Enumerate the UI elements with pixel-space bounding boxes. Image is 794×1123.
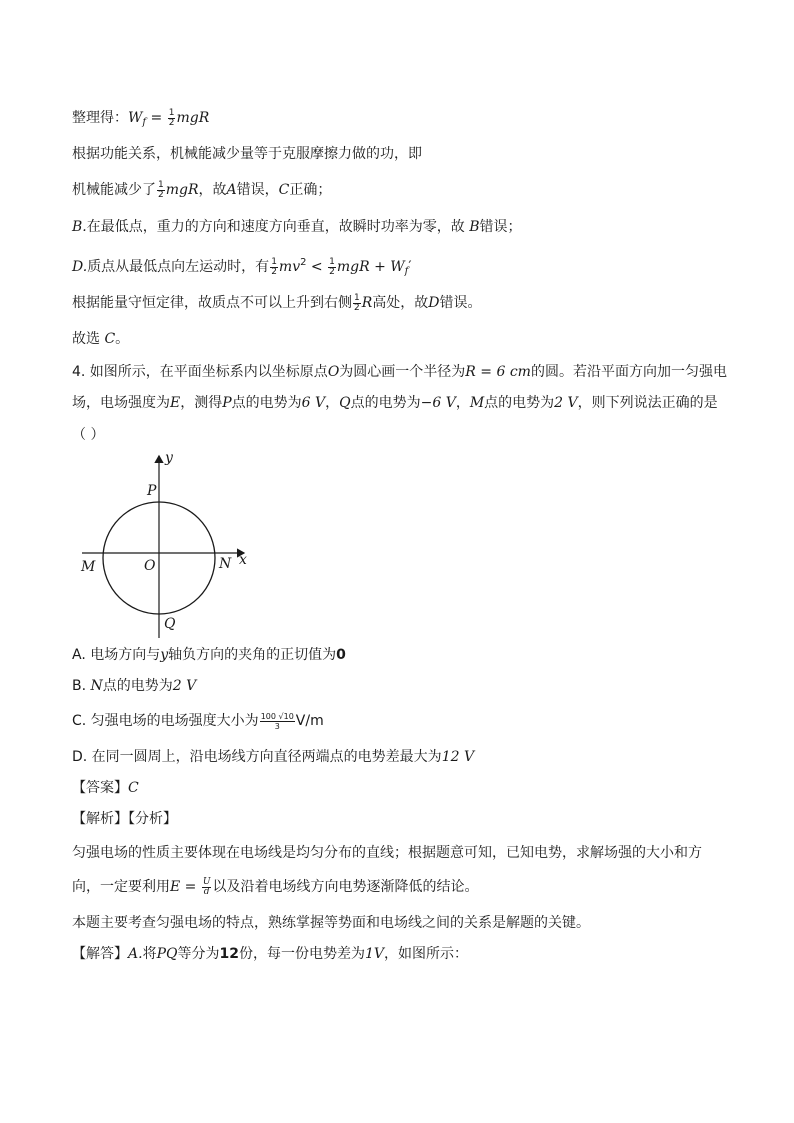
label-o: O [144,558,156,574]
text-line: B.在最低点，重力的方向和速度方向垂直，故瞬时功率为零，故 B错误； [72,219,522,235]
text-line: 整理得：$W_f$ = $\frac{1}{2}$ mgR [72,107,210,128]
option-a: A. 电场方向与y轴负方向的夹角的正切值为0 [72,647,346,663]
question-4-line-1: 4. 如图所示，在平面坐标系内以坐标原点O为圆心画一个半径为R = 6 cm的圆。若沿平面方向加一匀强电 [72,364,727,380]
analysis-heading: 【解析】【分析】 [72,811,177,827]
coordinate-circle-figure [72,450,262,640]
label-y: y [165,450,173,466]
fraction: $\frac{1}{2}$ [158,179,164,200]
text-line: 故选 C。 [72,331,130,347]
label-m: M [81,559,96,575]
answer-line: 【答案】C [72,780,139,796]
label-p: P [147,483,157,499]
analysis-p1: 匀强电场的性质主要体现在电场线是均匀分布的直线；根据题意可知，已知电势，求解场强的大小和方 [72,845,702,861]
text-line: D.质点从最低点向左运动时，有 $\frac{1}{2}$ $mv^2$ < $\frac{1}{2}$ mgR + $W_f'$ [72,256,412,277]
question-4-line-2: 场，电场强度为E，测得P点的电势为6 V，Q点的电势为−6 V，M点的电势为2 V，则下列说法正确的是 [72,395,718,411]
label-q: Q [164,616,176,632]
option-d: D. 在同一圆周上，沿电场线方向直径两端点的电势差最大为12 V [72,749,475,765]
label-x: x [239,552,247,568]
analysis-p3: 本题主要考查匀强电场的特点，熟练掌握等势面和电场线之间的关系是解题的关键。 [72,915,590,931]
option-b: B. N点的电势为2 V [72,678,197,694]
text-line: 根据功能关系，机械能减少量等于克服摩擦力做的功，即 [72,146,422,162]
fraction: $\frac{1}{2}$ [168,107,175,128]
fraction: $\frac{1}{2}$ [271,256,277,277]
fraction: $\frac{1}{2}$ [354,292,360,313]
solution-line: 【解答】A.将PQ等分为12份，每一份电势差为1V，如图所示： [72,946,468,962]
question-4-line-3: （ ） [72,427,105,443]
text-line: 机械能减少了 $\frac{1}{2}$ mgR，故A错误，C正确； [72,179,332,200]
fraction: $\frac{U}{d}$ [202,876,211,897]
analysis-p2: 向，一定要利用E = $\frac{U}{d}$ 以及沿着电场线方向电势逐渐降低的结论。 [72,876,479,897]
label-n: N [219,556,232,572]
fraction: $\frac{1}{2}$ [329,256,335,277]
fraction: $\frac{100 √10}{3}$ [260,711,294,731]
text-line: 根据能量守恒定律，故质点不可以上升到右侧 $\frac{1}{2}$ R高处，故D错误。 [72,292,482,313]
option-c: C. 匀强电场的电场强度大小为 $\frac{100 √10}{3}$ V/m [72,711,324,731]
